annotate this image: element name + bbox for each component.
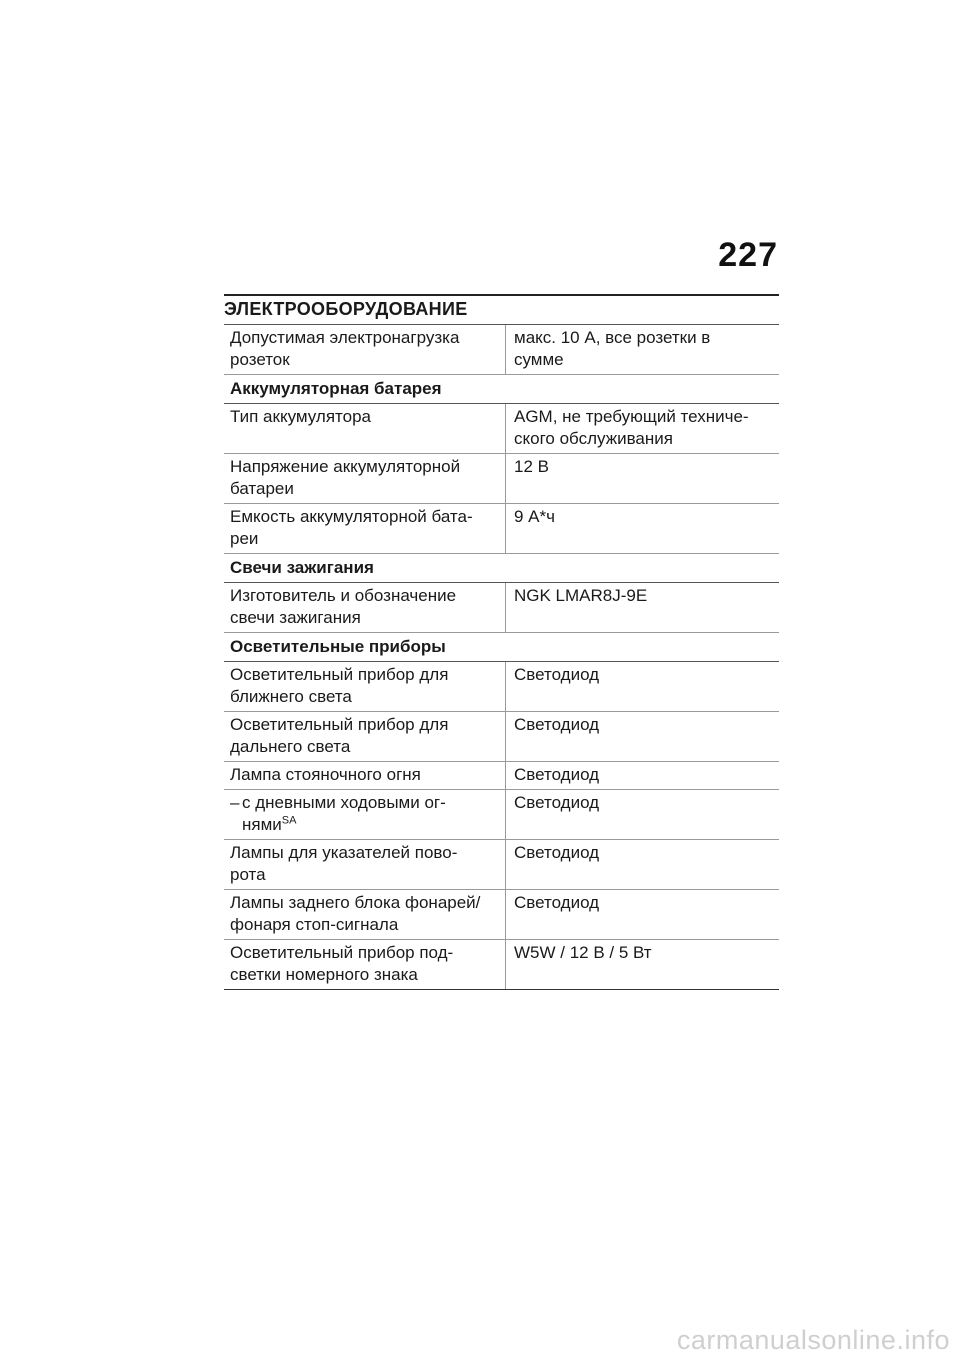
spec-value: макс. 10 А, все розетки в сумме — [506, 325, 780, 375]
group-header-row — [224, 633, 779, 662]
spec-value: AGM, не требующий техниче- ского обслуживания — [506, 404, 780, 454]
spec-label: Напряжение аккумуляторной батареи — [224, 454, 506, 504]
spec-section — [224, 294, 779, 990]
table-row — [224, 890, 779, 940]
group-header: Осветительные приборы — [224, 633, 779, 662]
group-header: Аккумуляторная батарея — [224, 375, 779, 404]
table-row — [224, 662, 779, 712]
spec-label: Осветительный прибор для ближнего света — [224, 662, 506, 712]
table-row — [224, 504, 779, 554]
spec-label: Лампы для указателей пово- рота — [224, 840, 506, 890]
spec-label: Лампы заднего блока фонарей/ фонаря стоп-сигнала — [224, 890, 506, 940]
watermark: carmanualsonline.info — [676, 1325, 950, 1355]
section-title: ЭЛЕКТРООБОРУДОВАНИЕ — [224, 296, 779, 325]
spec-value: Светодиод — [506, 890, 780, 940]
spec-value: Светодиод — [506, 712, 780, 762]
spec-value: W5W / 12 В / 5 Вт — [506, 940, 780, 990]
table-row — [224, 940, 779, 990]
table-row — [224, 790, 779, 840]
spec-value: Светодиод — [506, 762, 780, 790]
table-row — [224, 404, 779, 454]
spec-label: Допустимая электронагрузка розеток — [224, 325, 506, 375]
spec-value: Светодиод — [506, 840, 780, 890]
group-header: Свечи зажигания — [224, 554, 779, 583]
specs-table — [224, 325, 779, 990]
list-dash: – — [230, 793, 240, 812]
group-header-row — [224, 375, 779, 404]
table-row — [224, 762, 779, 790]
table-row — [224, 325, 779, 375]
spec-value: NGK LMAR8J-9E — [506, 583, 780, 633]
table-row — [224, 454, 779, 504]
spec-value: 12 В — [506, 454, 780, 504]
table-row — [224, 583, 779, 633]
spec-label: Осветительный прибор под- светки номерного знака — [224, 940, 506, 990]
group-header-row — [224, 554, 779, 583]
table-row — [224, 840, 779, 890]
spec-label: Тип аккумулятора — [224, 404, 506, 454]
spec-value: Светодиод — [506, 790, 780, 840]
spec-value: Светодиод — [506, 662, 780, 712]
spec-label: Осветительный прибор для дальнего света — [224, 712, 506, 762]
spec-label: Изготовитель и обозначение свечи зажигания — [224, 583, 506, 633]
page-number: 227 — [718, 236, 778, 274]
spec-label: Лампа стояночного огня — [224, 762, 506, 790]
spec-value: 9 А*ч — [506, 504, 780, 554]
optional-equipment-mark: SA — [281, 814, 297, 827]
spec-label: Емкость аккумуляторной бата- реи — [224, 504, 506, 554]
spec-label: – с дневными ходовыми ог- нями$^{SA}$ — [224, 790, 506, 840]
table-row — [224, 712, 779, 762]
